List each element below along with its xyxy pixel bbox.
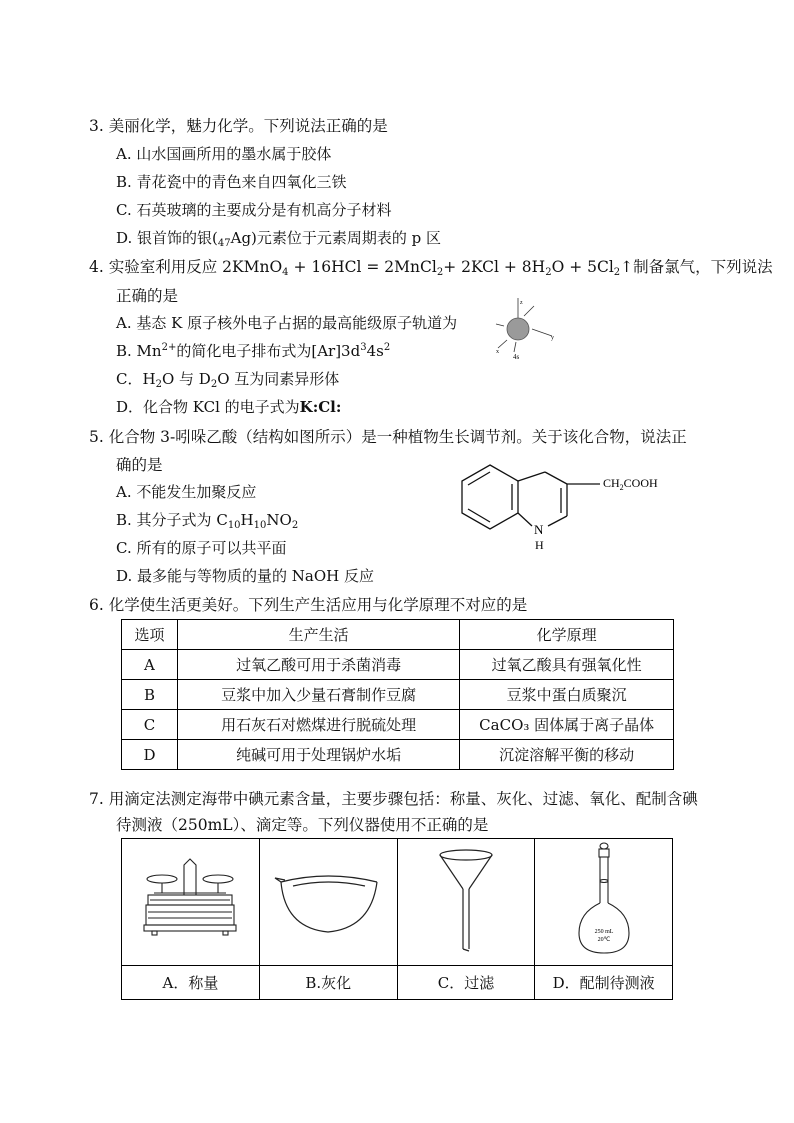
flask-temperature-label: 20℃ (597, 937, 611, 943)
apparatus-label-a: A．称量 (122, 966, 260, 1000)
orbital-4s-diagram (494, 296, 560, 362)
table-cell: CaCO₃ 固体属于离子晶体 (460, 710, 674, 740)
table-row (122, 710, 674, 740)
apparatus-cell-funnel (397, 839, 535, 966)
ch2cooh-label: $CH_2COOH$ (603, 476, 658, 492)
table-row (122, 680, 674, 710)
table-header-cell: 选项 (122, 620, 178, 650)
q3-option-b: B. 青花瓷中的青色来自四氧化三铁 (116, 173, 347, 191)
q5-option-b: B. 其分子式为 $C_{10}H_{10}NO_2$ (116, 511, 299, 531)
table-cell: D (122, 740, 178, 770)
table-row (122, 650, 674, 680)
hydrogen-label: H (535, 538, 544, 552)
table-cell: 纯碱可用于处理锅炉水垢 (177, 740, 459, 770)
axis-x-label: x (496, 349, 499, 355)
q3-number: 3. (89, 117, 104, 135)
q4-stem: 4. 实验室利用反应 2KMnO$_4$ + 16HCl = 2MnCl$_2$+ $2KCl + 8H_2O$ + $5Cl_2↑$制备氯气，下列说法 (89, 258, 773, 278)
q3-option-a: A. 山水国画所用的墨水属于胶体 (116, 145, 332, 163)
q6-stem: 6. 化学使生活更美好。下列生产生活应用与化学原理不对应的是 (89, 596, 528, 614)
apparatus-label-d: D．配制待测液 (535, 966, 673, 1000)
table-header-cell: 生产生活 (177, 620, 459, 650)
table-row (122, 740, 674, 770)
q5-stem-line2: 确的是 (116, 456, 163, 474)
evaporating-dish-image (273, 860, 383, 940)
q6-number: 6. (89, 596, 104, 614)
q3-option-d: D. 银首饰的银$(_{47}Ag)$元素位于元素周期表的 p 区 (116, 229, 442, 249)
apparatus-cell-crucible (259, 839, 397, 966)
table-header-row (122, 620, 674, 650)
table-cell: B (122, 680, 178, 710)
q7-apparatus-table (121, 838, 673, 1000)
funnel-image (436, 845, 496, 955)
s-orbital-sphere (507, 318, 529, 340)
q4-option-a: A. 基态 K 原子核外电子占据的最高能级原子轨道为 (116, 314, 458, 332)
table-cell: 过氧乙酸可用于杀菌消毒 (177, 650, 459, 680)
q3-stem: 3. 美丽化学，魅力化学。下列说法正确的是 (89, 117, 388, 135)
q5-option-c: C. 所有的原子可以共平面 (116, 539, 287, 557)
apparatus-cell-volumetric-flask (535, 839, 673, 966)
table-cell: 沉淀溶解平衡的移动 (460, 740, 674, 770)
q5-option-a: A. 不能发生加聚反应 (116, 483, 257, 501)
table-cell: 豆浆中加入少量石膏制作豆腐 (177, 680, 459, 710)
volumetric-flask-image (569, 841, 639, 959)
axis-z-label: z (520, 300, 523, 306)
q4-number: 4. (89, 258, 104, 276)
q5-option-d: D. 最多能与等物质的量的 NaOH 反应 (116, 567, 375, 585)
q4-stem-line2: 正确的是 (116, 287, 179, 305)
indole-acetic-acid-structure (440, 455, 680, 560)
apparatus-cell-balance (122, 839, 260, 966)
table-cell: 豆浆中蛋白质聚沉 (460, 680, 674, 710)
table-cell: 过氧乙酸具有强氧化性 (460, 650, 674, 680)
q7-number: 7. (89, 790, 104, 808)
apparatus-label-c: C．过滤 (397, 966, 535, 1000)
table-cell: A (122, 650, 178, 680)
q4-option-b: B. $Mn^{2+}$的简化电子排布式为$[Ar]3d^34s^2$ (116, 342, 391, 360)
q7-stem-line2: 待测液（250mL）、滴定等。下列仪器使用不正确的是 (116, 816, 489, 834)
apparatus-label-b: B.灰化 (259, 966, 397, 1000)
table-cell: C (122, 710, 178, 740)
q4-option-d: D．化合物 KCl 的电子式为K:Cl: (116, 398, 342, 416)
q7-stem: 7. 用滴定法测定海带中碘元素含量，主要步骤包括：称量、灰化、过滤、氧化、配制含碘 (89, 790, 698, 808)
flask-volume-label: 250 mL (594, 929, 614, 935)
balance-image (140, 855, 240, 945)
q6-table (121, 619, 674, 770)
nitrogen-label: N (534, 522, 544, 537)
orbital-label: 4s (513, 353, 520, 361)
axis-y-label: y (551, 335, 554, 341)
q5-number: 5. (89, 428, 104, 446)
q4-option-c: C．$H_2O$ 与 $D_2O$ 互为同素异形体 (116, 370, 340, 390)
kcl-electron-formula: K:Cl: (299, 398, 342, 416)
q5-stem: 5. 化合物 3-吲哚乙酸（结构如图所示）是一种植物生长调节剂。关于该化合物，说法正 (89, 428, 687, 446)
table-header-cell: 化学原理 (460, 620, 674, 650)
table-cell: 用石灰石对燃煤进行脱硫处理 (177, 710, 459, 740)
q3-option-c: C. 石英玻璃的主要成分是有机高分子材料 (116, 201, 392, 219)
